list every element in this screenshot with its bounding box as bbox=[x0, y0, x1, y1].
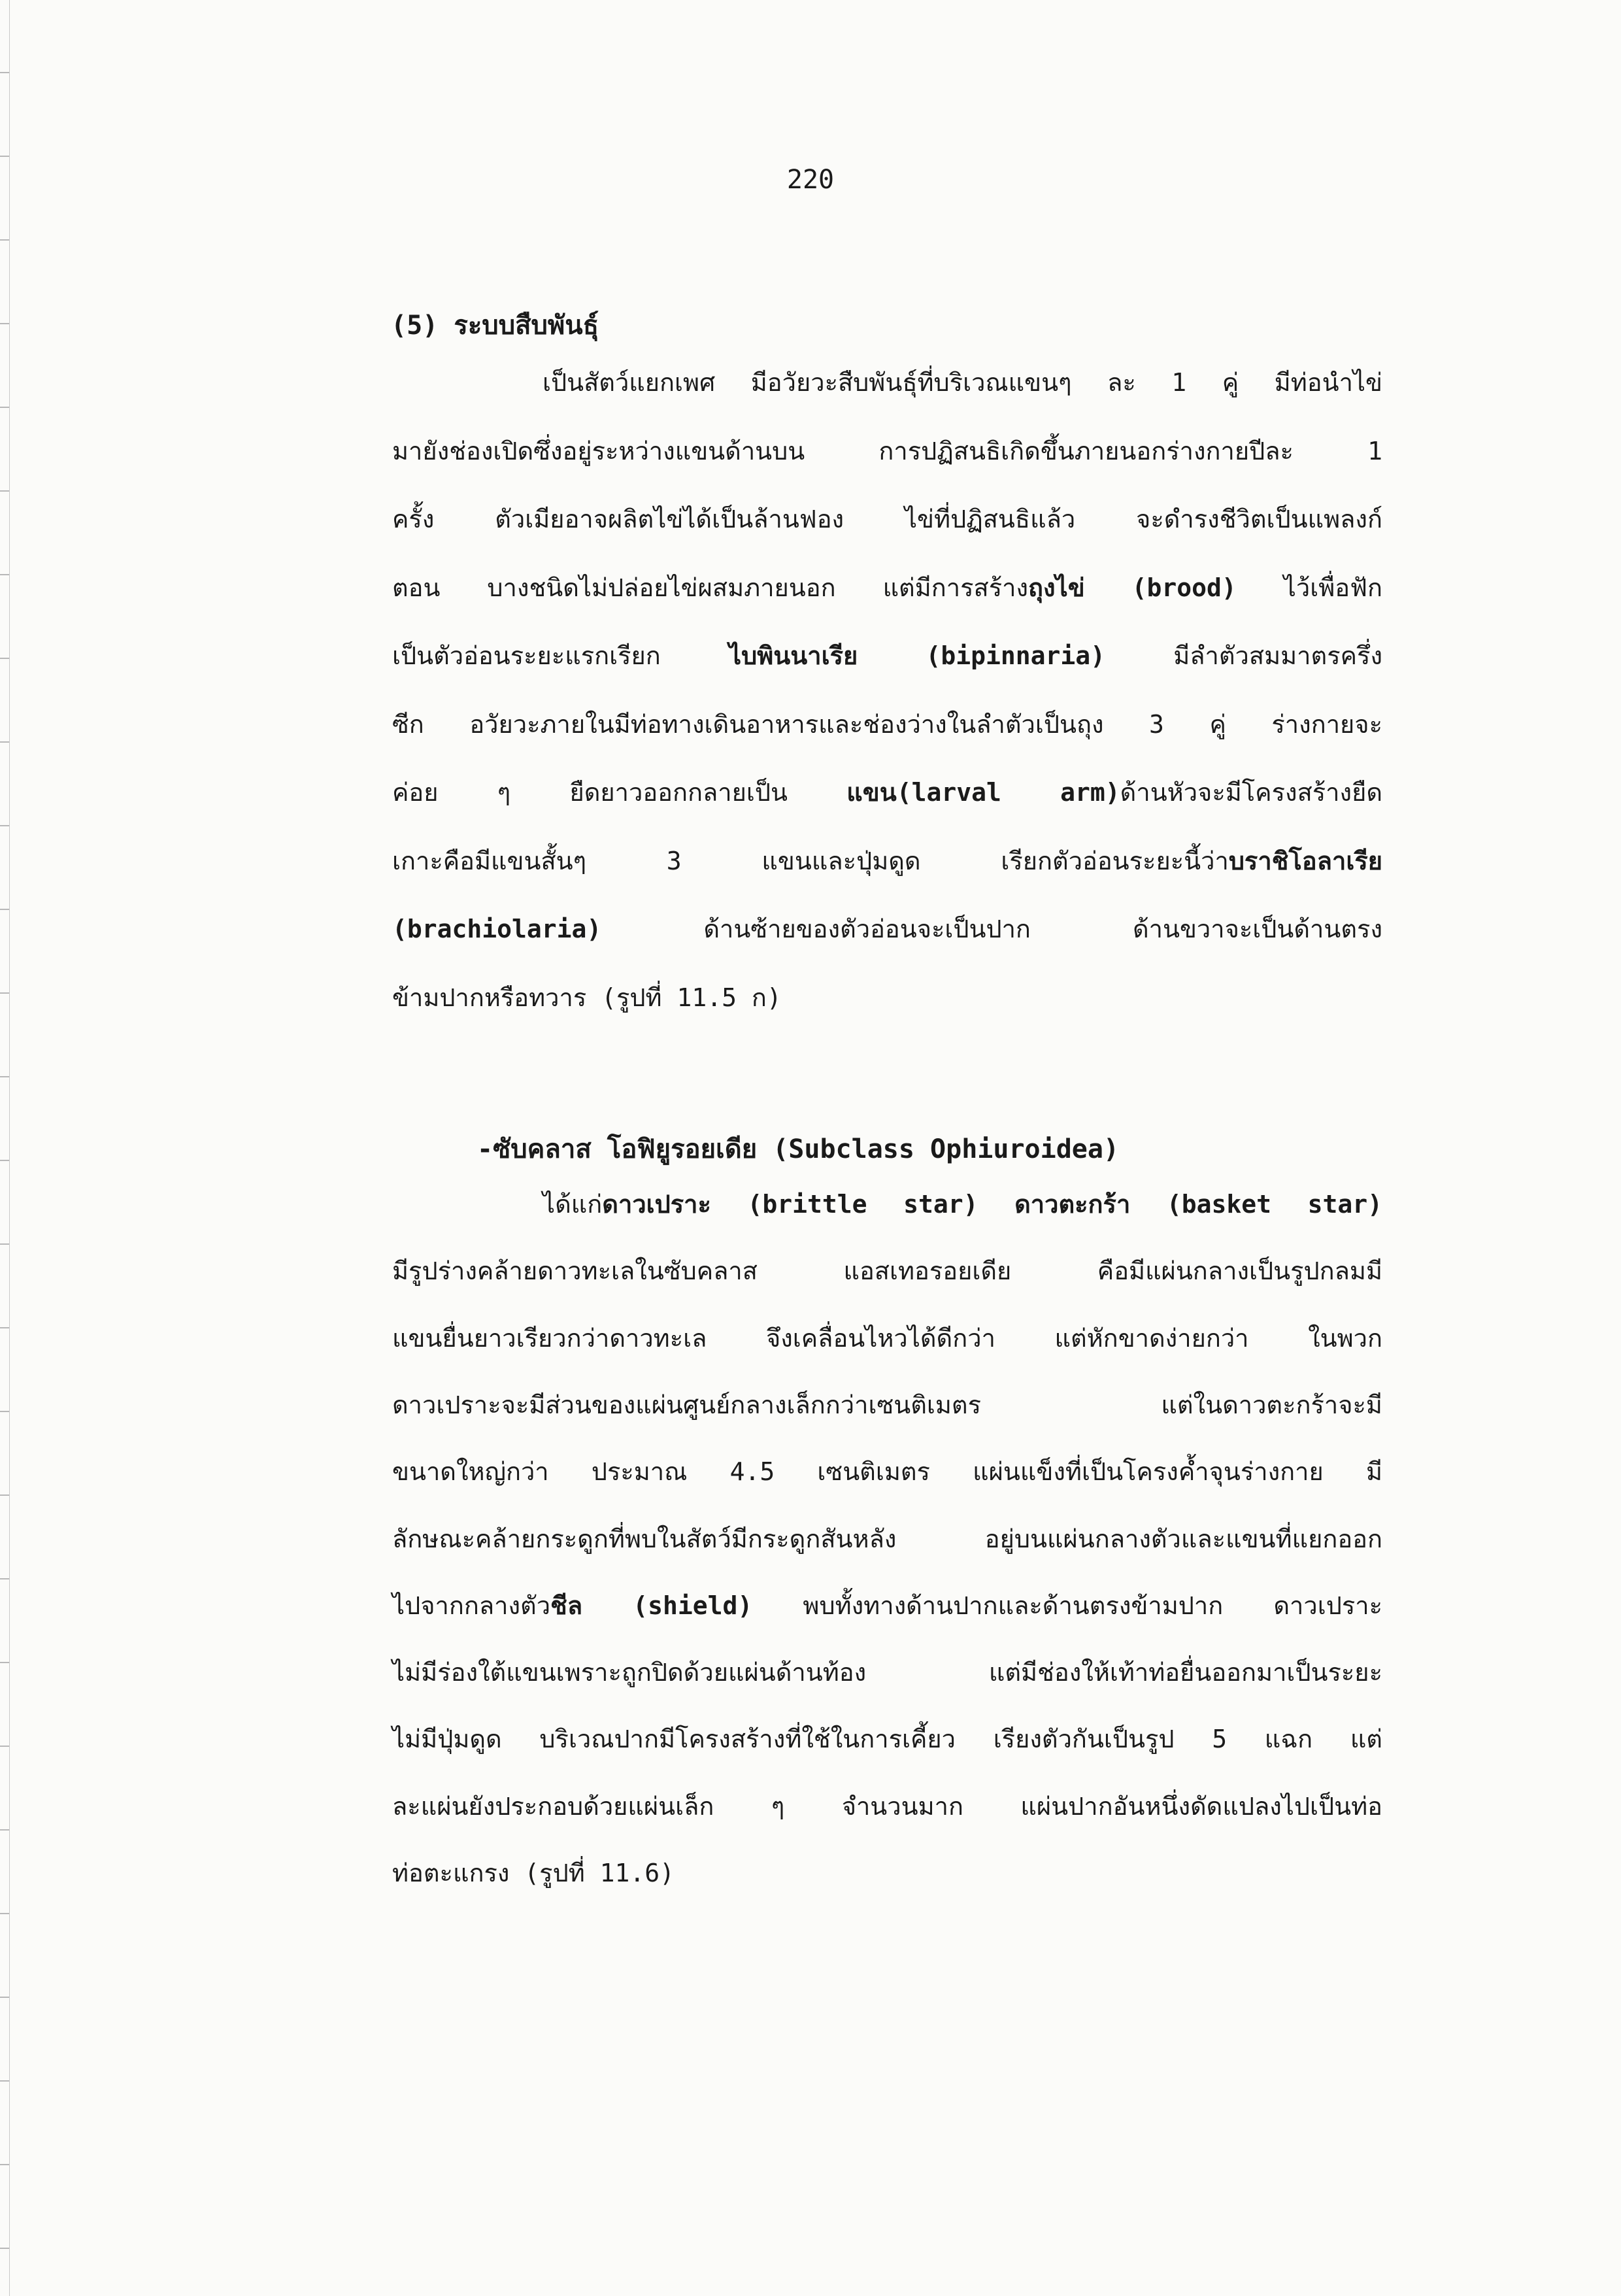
text-run: ไปจากกลางตัว bbox=[392, 1591, 551, 1620]
text-line bbox=[392, 1653, 1382, 1692]
bold-term: ชีล (shield) bbox=[550, 1591, 753, 1620]
text-run: ด้านหัวจะมีโครงสร้างยืด bbox=[1120, 778, 1383, 807]
text-line bbox=[392, 978, 1382, 1017]
text-line bbox=[392, 1719, 1382, 1759]
text-line bbox=[392, 1787, 1382, 1826]
text-run: ขนาดใหญ่กว่า ประมาณ 4.5 เซนติเมตร แผ่นแข็งที่เป็นโครงค้ำจุนร่างกาย มี bbox=[392, 1457, 1382, 1487]
text-run: มายังช่องเปิดซึ่งอยู่ระหว่างแขนด้านบน การปฏิสนธิเกิดขึ้นภายนอกร่างกายปีละ 1 bbox=[392, 436, 1382, 465]
bold-term: (brachiolaria) bbox=[392, 915, 602, 943]
text-line bbox=[392, 1251, 1382, 1291]
text-run: ดาวเปราะจะมีส่วนของแผ่นศูนย์กลางเล็กกว่าเซนติเมตร แต่ในดาวตะกร้าจะมี bbox=[392, 1390, 1382, 1419]
text-run: ตอน บางชนิดไม่ปล่อยไข่ผสมภายนอก แต่มีการสร้าง bbox=[392, 573, 1029, 602]
text-line bbox=[392, 705, 1382, 744]
text-line bbox=[392, 909, 1382, 949]
bold-term: ไบพินนาเรีย (bipinnaria) bbox=[729, 641, 1105, 670]
bold-term: ดาวเปราะ (brittle star) ดาวตะกร้า (basket star) bbox=[602, 1190, 1382, 1219]
text-run: ซีก อวัยวะภายในมีท่อทางเดินอาหารและช่องว่างในลำตัวเป็นถุง 3 คู่ ร่างกายจะ bbox=[392, 709, 1382, 739]
text-line bbox=[392, 1519, 1382, 1559]
binding-edge bbox=[0, 0, 10, 2296]
text-line bbox=[543, 363, 1382, 402]
text-run: ข้ามปากหรือทวาร (รูปที่ 11.5 ก) bbox=[392, 983, 782, 1012]
text-run: เกาะคือมีแขนสั้นๆ 3 แขนและปุ่มดูด เรียกตัวอ่อนระยะนี้ว่า bbox=[392, 846, 1229, 875]
text-run: ครั้ง ตัวเมียอาจผลิตไข่ได้เป็นล้านฟอง ไข่ที่ปฏิสนธิแล้ว จะดำรงชีวิตเป็นแพลงก์ bbox=[392, 505, 1382, 533]
text-line bbox=[392, 1319, 1382, 1358]
bold-term: บราชิโอลาเรีย bbox=[1228, 846, 1382, 875]
text-run: ไม่มีร่องใต้แขนเพราะถูกปิดด้วยแผ่นด้านท้อง แต่มีช่องให้เท้าท่อยื่นออกมาเป็นระยะ bbox=[392, 1658, 1382, 1687]
text-run: ท่อตะแกรง (รูปที่ 11.6) bbox=[392, 1859, 675, 1887]
text-line bbox=[543, 1185, 1382, 1224]
text-line bbox=[392, 773, 1382, 812]
text-run: ด้านซ้ายของตัวอ่อนจะเป็นปาก ด้านขวาจะเป็นด้านตรง bbox=[601, 915, 1382, 943]
text-run: ลักษณะคล้ายกระดูกที่พบในสัตว์มีกระดูกสันหลัง อยู่บนแผ่นกลางตัวและแขนที่แยกออก bbox=[392, 1524, 1382, 1553]
text-run: เป็นสัตว์แยกเพศ มีอวัยวะสืบพันธุ์ที่บริเวณแขนๆ ละ 1 คู่ มีท่อนำไข่ bbox=[543, 368, 1382, 397]
text-run: มีรูปร่างคล้ายดาวทะเลในซับคลาส แอสเทอรอยเดีย คือมีแผ่นกลางเป็นรูปกลมมี bbox=[392, 1257, 1382, 1286]
text-line bbox=[392, 1586, 1382, 1625]
text-line bbox=[392, 568, 1382, 607]
bold-term: ถุงไข่ (brood) bbox=[1028, 573, 1237, 602]
text-line bbox=[392, 499, 1382, 539]
text-line bbox=[392, 841, 1382, 881]
text-run: แขนยื่นยาวเรียวกว่าดาวทะเล จึงเคลื่อนไหวได้ดีกว่า แต่หักขาดง่ายกว่า ในพวก bbox=[392, 1323, 1382, 1353]
text-run: ค่อย ๆ ยืดยาวออกกลายเป็น bbox=[392, 778, 847, 807]
text-run: ไว้เพื่อฟัก bbox=[1236, 573, 1382, 602]
text-run: มีลำตัวสมมาตรครึ่ง bbox=[1105, 641, 1382, 670]
text-line bbox=[392, 431, 1382, 471]
text-run: ได้แก่ bbox=[543, 1190, 603, 1219]
text-run: เป็นตัวอ่อนระยะแรกเรียก bbox=[392, 641, 729, 670]
text-line bbox=[392, 1452, 1382, 1491]
section-heading-reproduction: (5) ระบบสืบพันธุ์ bbox=[391, 311, 599, 341]
text-line bbox=[392, 1853, 1382, 1893]
text-run: ละแผ่นยังประกอบด้วยแผ่นเล็ก ๆ จำนวนมาก แผ่นปากอันหนึ่งดัดแปลงไปเป็นท่อ bbox=[392, 1791, 1382, 1821]
text-run: ไม่มีปุ่มดูด บริเวณปากมีโครงสร้างที่ใช้ในการเคี้ยว เรียงตัวกันเป็นรูป 5 แฉก แต่ bbox=[392, 1725, 1382, 1754]
subclass-heading-ophiuroidea: -ซับคลาส โอฟิยูรอยเดีย (Subclass Ophiuroidea) bbox=[477, 1134, 1120, 1164]
text-run: พบทั้งทางด้านปากและด้านตรงข้ามปาก ดาวเปราะ bbox=[752, 1591, 1382, 1620]
bold-term: แขน(larval arm) bbox=[846, 778, 1120, 807]
text-line bbox=[392, 1385, 1382, 1425]
text-line bbox=[392, 636, 1382, 675]
page-number: 220 bbox=[786, 165, 835, 195]
